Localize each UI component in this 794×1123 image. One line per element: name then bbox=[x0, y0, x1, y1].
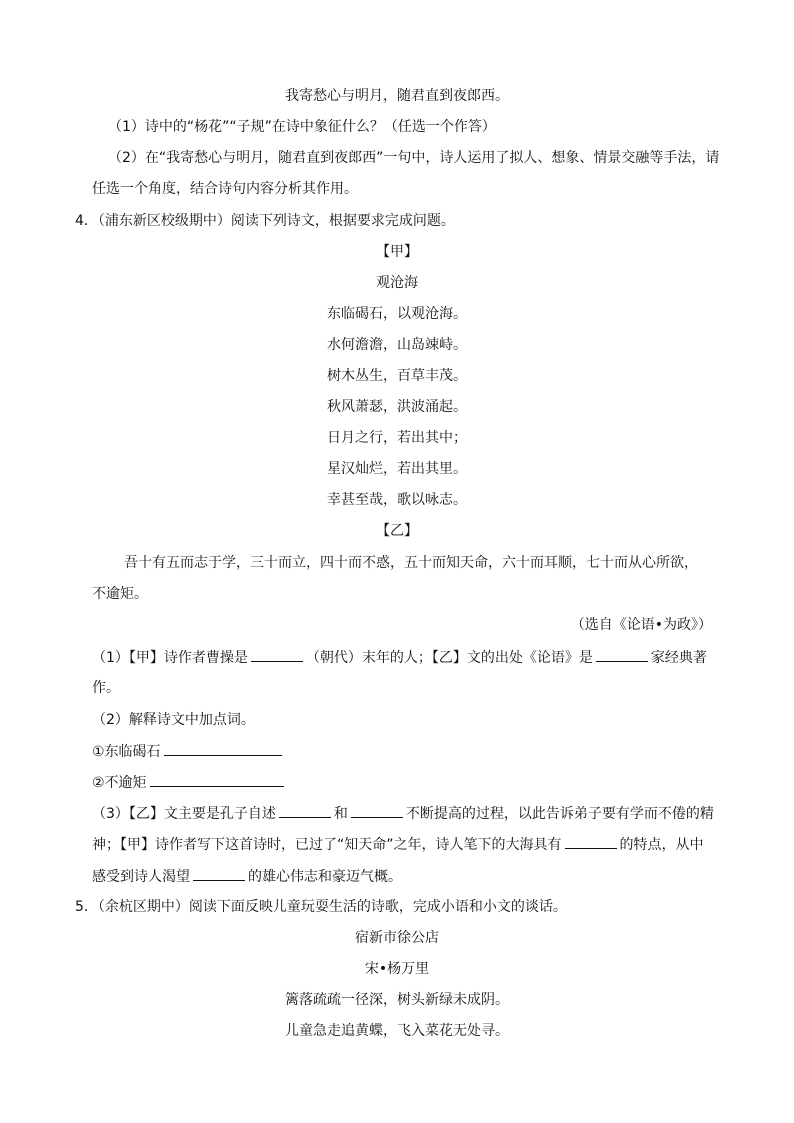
question-2-line-2: 任选一个角度，结合诗句内容分析其作用。 bbox=[92, 181, 358, 197]
q3-text-e: 的特点，从中 bbox=[619, 837, 704, 853]
item-label: ①东临碣石 bbox=[92, 744, 161, 760]
poem-line: 我寄愁心与明月，随君直到夜郎西。 bbox=[285, 88, 509, 104]
poem-title: 宿新市徐公店 bbox=[355, 930, 439, 946]
source-citation: （选自《论语•为政》） bbox=[570, 617, 712, 633]
answer-blank[interactable] bbox=[351, 803, 403, 818]
yi-text-line-1: 吾十有五而志于学，三十而立，四十而不惑，五十而知天命，六十而耳顺，七十而从心所欲， bbox=[124, 555, 698, 571]
poem-line: 树木丛生，百草丰茂。 bbox=[327, 368, 467, 384]
poem-title: 观沧海 bbox=[376, 275, 418, 291]
problem-4-header: 4．（浦东新区校级期中）阅读下列诗文，根据要求完成问题。 bbox=[75, 213, 455, 229]
question-4-1-line-1 bbox=[92, 647, 707, 668]
q3-text-f: 感受到诗人渴望 bbox=[92, 869, 190, 885]
poem-line: 东临碣石，以观沧海。 bbox=[327, 306, 467, 322]
question-4-3-line-1 bbox=[92, 803, 714, 824]
q3-text-a: （3）【乙】文主要是孔子自述 bbox=[92, 806, 276, 822]
answer-blank[interactable] bbox=[251, 647, 303, 662]
answer-blank[interactable] bbox=[596, 647, 648, 662]
yi-label: 【乙】 bbox=[376, 523, 418, 539]
question-4-3-line-2 bbox=[92, 834, 704, 855]
jia-label: 【甲】 bbox=[376, 244, 418, 260]
answer-blank[interactable] bbox=[164, 741, 282, 756]
q3-text-g: 的雄心伟志和豪迈气概。 bbox=[248, 869, 402, 885]
poem-line: 水何澹澹，山岛竦峙。 bbox=[327, 337, 467, 353]
poem-line: 幸甚至哉，歌以咏志。 bbox=[327, 492, 467, 508]
problem-5-header: 5．（余杭区期中）阅读下面反映儿童玩耍生活的诗歌，完成小语和小文的谈话。 bbox=[75, 899, 567, 915]
question-4-3-line-3 bbox=[92, 866, 402, 887]
answer-blank[interactable] bbox=[565, 834, 617, 849]
q3-text-c: 不断提高的过程，以此告诉弟子要有学而不倦的精 bbox=[405, 806, 714, 822]
poem-line: 日月之行，若出其中； bbox=[327, 430, 467, 446]
poem-line: 篱落疏疏一径深，树头新绿未成阴。 bbox=[285, 992, 509, 1008]
question-4-2-item-2 bbox=[92, 772, 287, 793]
q1-text-b: （朝代）末年的人；【乙】文的出处《论语》是 bbox=[305, 650, 593, 666]
answer-blank[interactable] bbox=[279, 803, 331, 818]
poem-author: 宋•杨万里 bbox=[364, 961, 430, 977]
yi-text-line-2: 不逾矩。 bbox=[92, 586, 148, 602]
item-label: ②不逾矩 bbox=[92, 775, 147, 791]
question-2-line-1: （2）在“我寄愁心与明月，随君直到夜郎西”一句中，诗人运用了拟人、想象、情景交融等手法，请 bbox=[108, 150, 720, 166]
question-4-1-line-2: 作。 bbox=[92, 680, 120, 696]
poem-line: 儿童急走追黄蝶，飞入菜花无处寻。 bbox=[285, 1023, 509, 1039]
q1-text-a: （1）【甲】诗作者曹操是 bbox=[92, 650, 248, 666]
answer-blank[interactable] bbox=[193, 866, 245, 881]
question-4-2-item-1 bbox=[92, 741, 285, 762]
poem-line: 星汉灿烂，若出其里。 bbox=[327, 461, 467, 477]
q3-text-b: 和 bbox=[333, 806, 348, 822]
q3-text-d: 神；【甲】诗作者写下这首诗时，已过了“知天命”之年，诗人笔下的大海具有 bbox=[92, 837, 562, 853]
poem-line: 秋风萧瑟，洪波涌起。 bbox=[327, 399, 467, 415]
answer-blank[interactable] bbox=[150, 772, 284, 787]
question-4-2: （2）解释诗文中加点词。 bbox=[92, 712, 255, 728]
question-1: （1）诗中的“杨花”“子规”在诗中象征什么？（任选一个作答） bbox=[108, 119, 496, 135]
q1-text-c: 家经典著 bbox=[650, 650, 707, 666]
